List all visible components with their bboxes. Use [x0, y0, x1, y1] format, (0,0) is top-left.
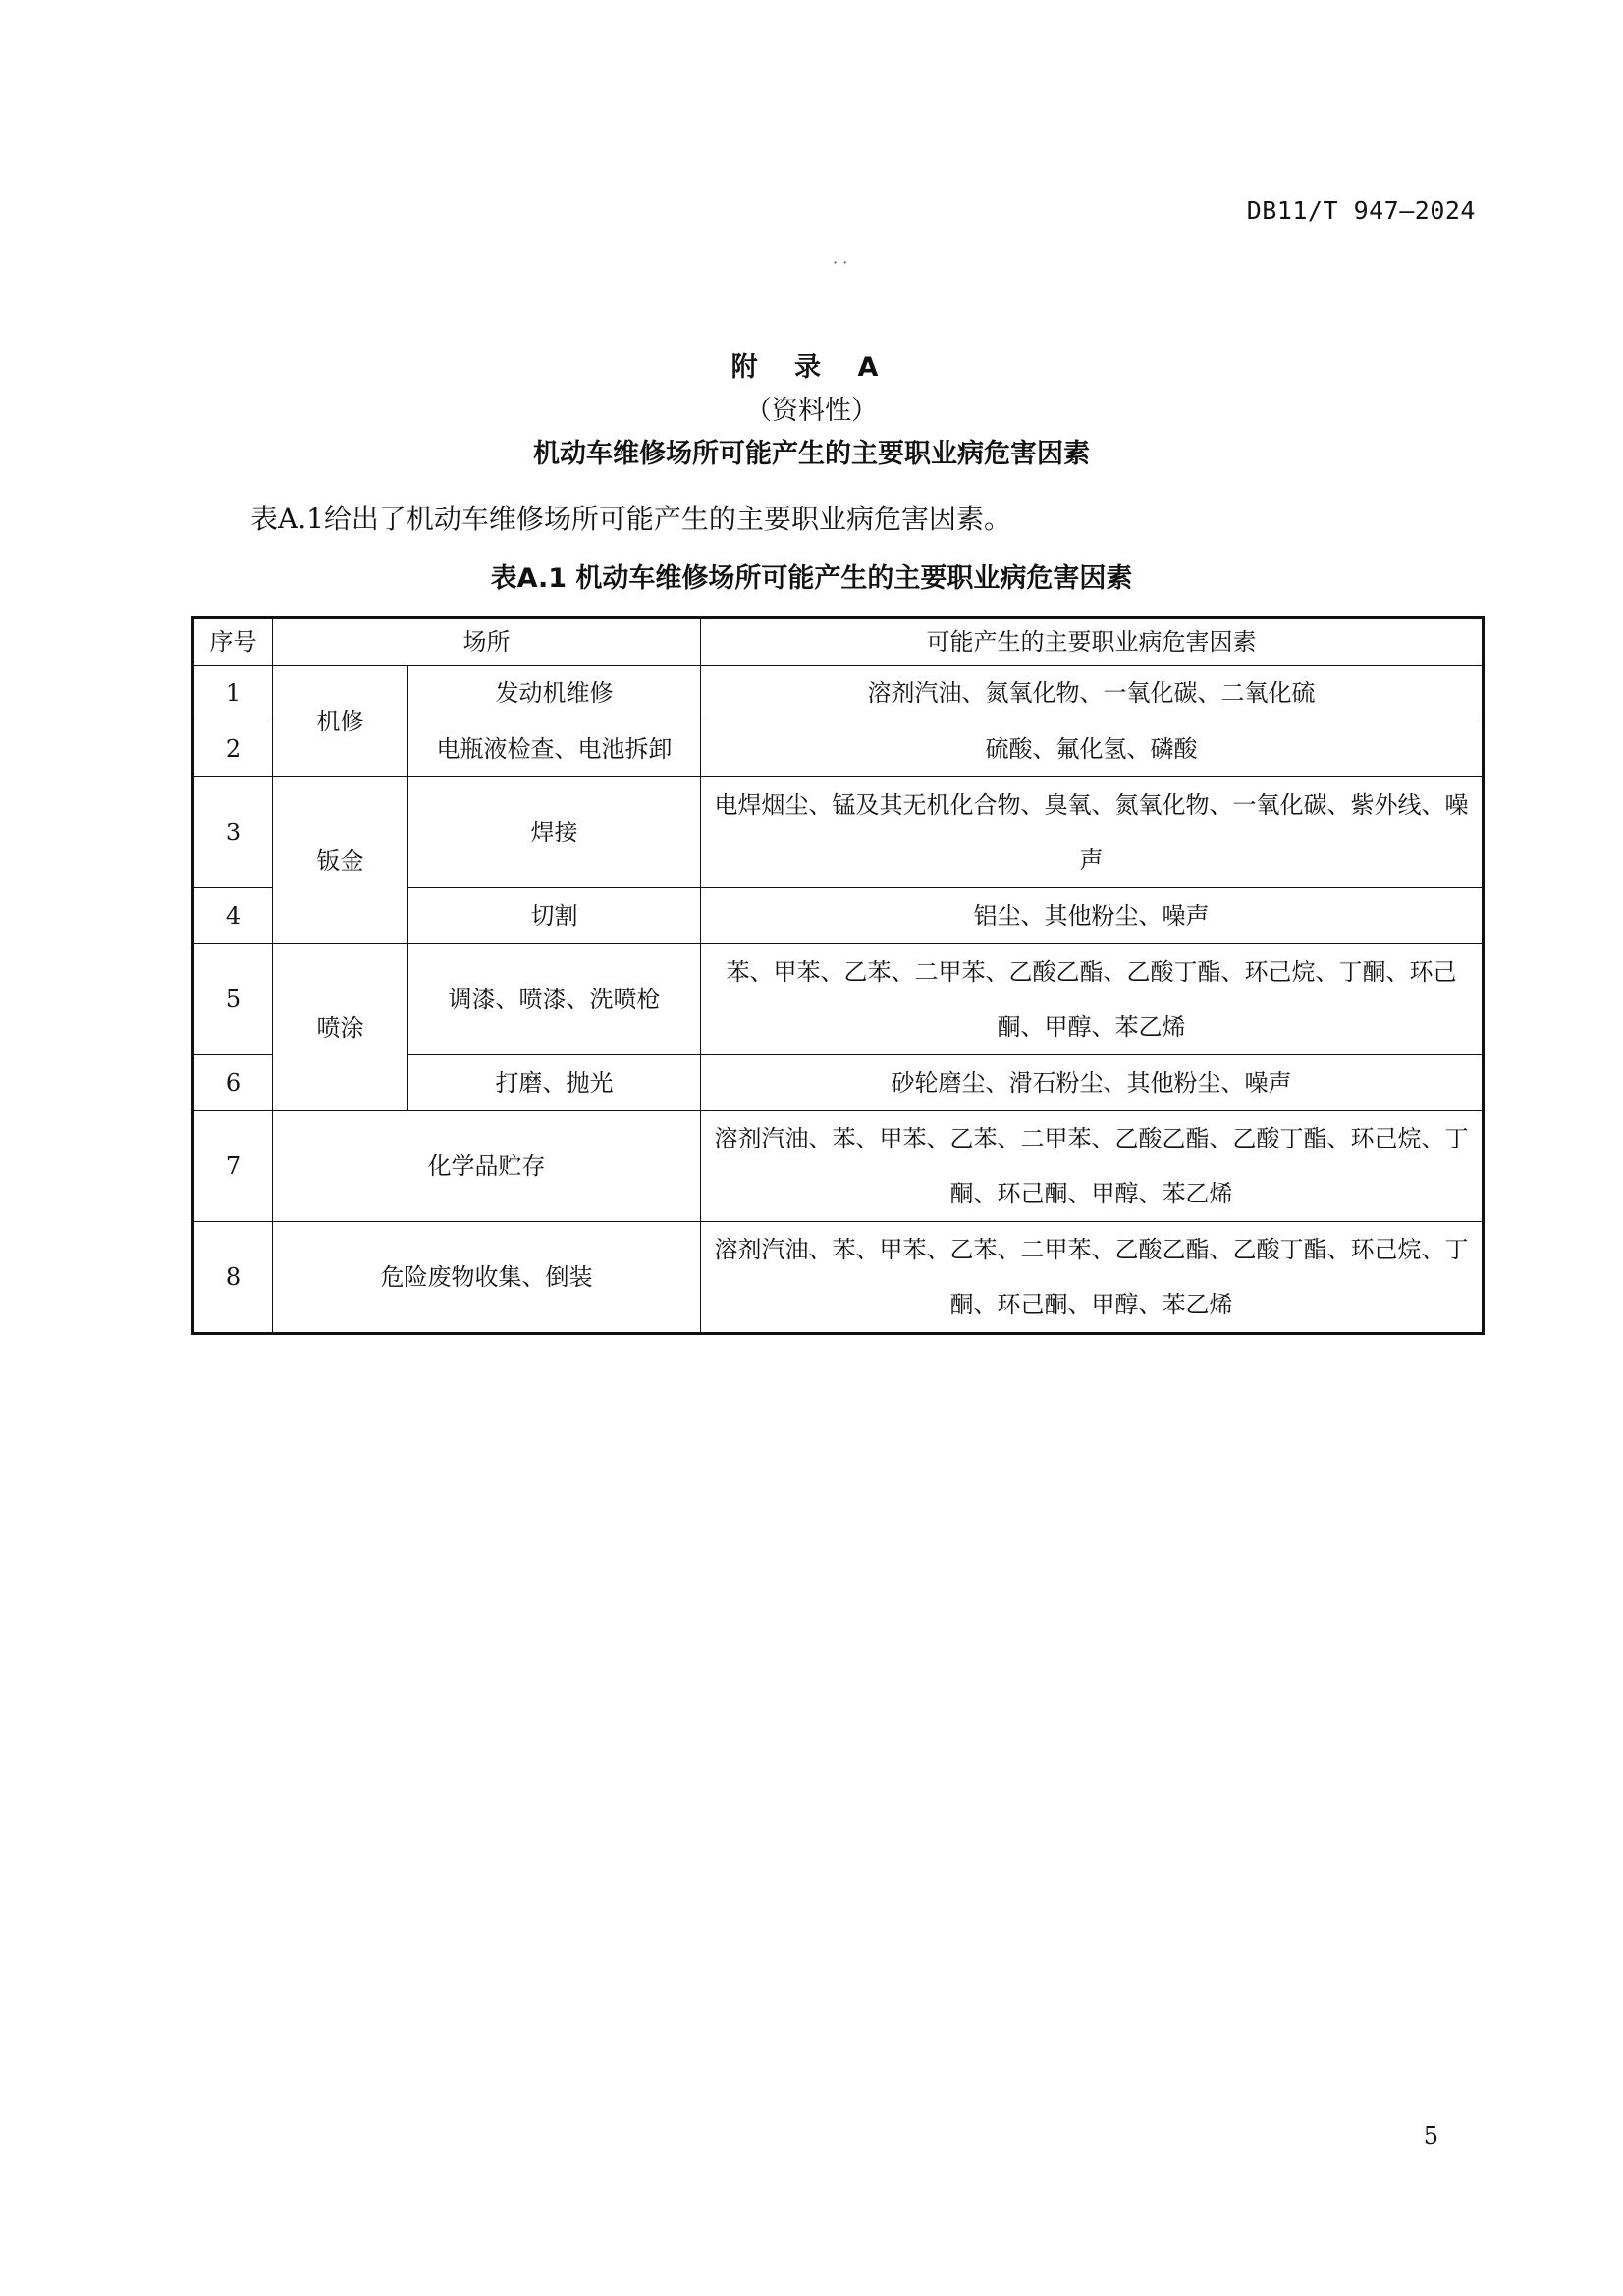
factors-cell: 砂轮磨尘、滑石粉尘、其他粉尘、噪声: [701, 1055, 1484, 1111]
table-row: [193, 777, 1484, 888]
appendix-type: （资料性）: [745, 396, 878, 426]
group-cell: 喷涂: [273, 944, 408, 1111]
place-cell: 化学品贮存: [273, 1111, 701, 1222]
header-place: 场所: [273, 618, 701, 666]
sub-place-cell: 发动机维修: [408, 666, 701, 721]
row-index: 5: [193, 944, 273, 1055]
table-header-row: [193, 618, 1484, 666]
sub-place-cell: 打磨、抛光: [408, 1055, 701, 1111]
table-caption: 表A.1 机动车维修场所可能产生的主要职业病危害因素: [490, 563, 1133, 594]
sub-place-cell: 调漆、喷漆、洗喷枪: [408, 944, 701, 1055]
group-cell: 钣金: [273, 777, 408, 944]
factors-cell: 溶剂汽油、苯、甲苯、乙苯、二甲苯、乙酸乙酯、乙酸丁酯、环己烷、丁酮、环己酮、甲醇、苯乙烯: [701, 1222, 1484, 1334]
row-index: 4: [193, 888, 273, 944]
header-factors: 可能产生的主要职业病危害因素: [701, 618, 1484, 666]
header-index: 序号: [193, 618, 273, 666]
row-index: 7: [193, 1111, 273, 1222]
group-cell: 机修: [273, 666, 408, 777]
appendix-title: 附 录 A: [730, 352, 893, 383]
table-row: [193, 944, 1484, 1055]
sub-place-cell: 电瓶液检查、电池拆卸: [408, 721, 701, 777]
row-index: 2: [193, 721, 273, 777]
factors-cell: 电焊烟尘、锰及其无机化合物、臭氧、氮氧化物、一氧化碳、紫外线、噪声: [701, 777, 1484, 888]
factors-cell: 硫酸、氟化氢、磷酸: [701, 721, 1484, 777]
table-row: [193, 1111, 1484, 1222]
sub-place-cell: 焊接: [408, 777, 701, 888]
factors-cell: 铝尘、其他粉尘、噪声: [701, 888, 1484, 944]
sub-place-cell: 切割: [408, 888, 701, 944]
hazards-table: [191, 616, 1485, 1335]
document-code: DB11/T 947—2024: [1246, 196, 1476, 225]
place-cell: 危险废物收集、倒装: [273, 1222, 701, 1334]
row-index: 8: [193, 1222, 273, 1334]
row-index: 1: [193, 666, 273, 721]
table-row: [193, 1222, 1484, 1334]
row-index: 3: [193, 777, 273, 888]
factors-cell: 溶剂汽油、氮氧化物、一氧化碳、二氧化硫: [701, 666, 1484, 721]
page-number: 5: [1423, 2122, 1438, 2150]
table-row: [193, 666, 1484, 721]
row-index: 6: [193, 1055, 273, 1111]
factors-cell: 苯、甲苯、乙苯、二甲苯、乙酸乙酯、乙酸丁酯、环己烷、丁酮、环己酮、甲醇、苯乙烯: [701, 944, 1484, 1055]
appendix-subtitle: 机动车维修场所可能产生的主要职业病危害因素: [533, 439, 1090, 469]
printer-mark: · ·: [833, 253, 848, 272]
intro-paragraph: 表A.1给出了机动车维修场所可能产生的主要职业病危害因素。: [250, 503, 1011, 535]
factors-cell: 溶剂汽油、苯、甲苯、乙苯、二甲苯、乙酸乙酯、乙酸丁酯、环己烷、丁酮、环己酮、甲醇、苯乙烯: [701, 1111, 1484, 1222]
